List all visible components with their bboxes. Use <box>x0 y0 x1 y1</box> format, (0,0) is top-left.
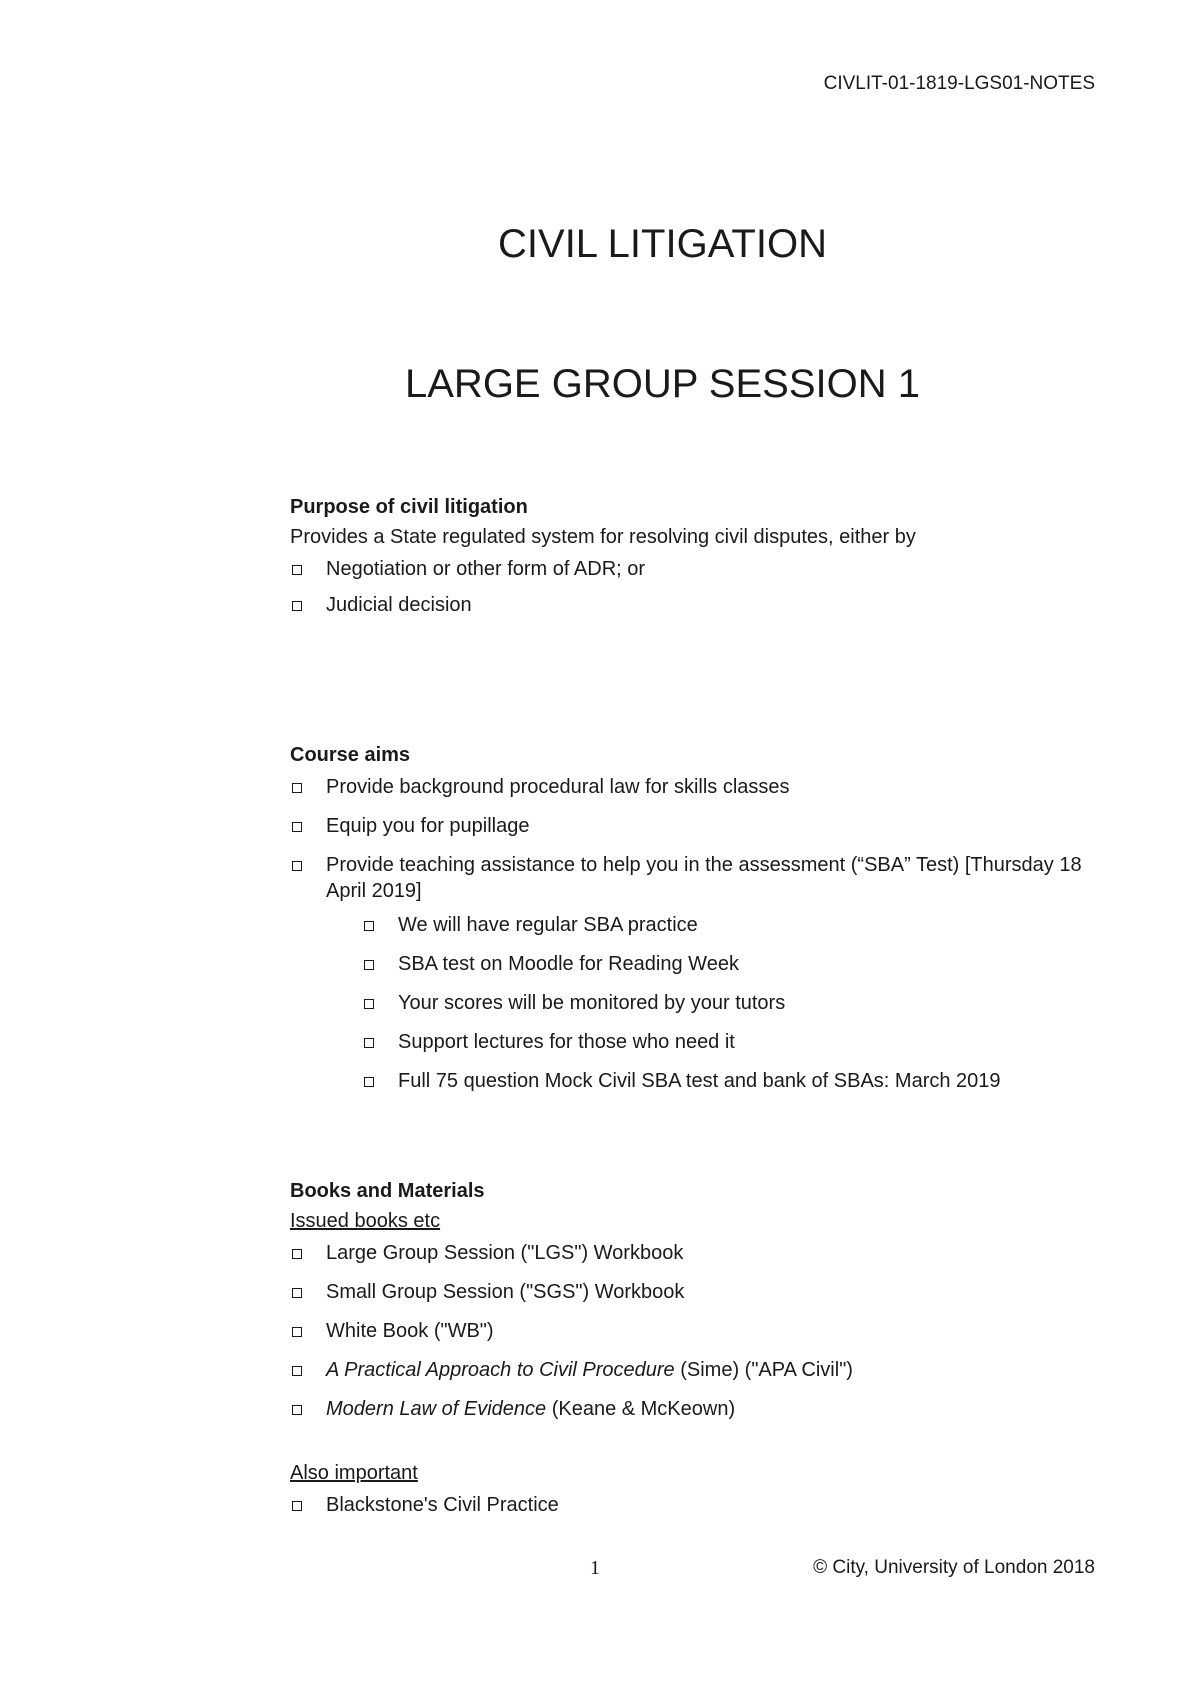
checkbox-bullet-icon <box>292 822 302 832</box>
list-item: Provide teaching assistance to help you in the assessment (“SBA” Test) [Thursday 18 April 2019] We will have regular SBA practice SBA test on Moodle for Reading Week Your scores will be monitored by your tutors Support lectures for those who need it Full 75 question Mock Civil SBA test and bank of SBAs: March 2019 <box>290 852 1090 1094</box>
books-heading: Books and Materials <box>290 1180 485 1202</box>
checkbox-bullet-icon <box>292 1327 302 1337</box>
aims-heading: Course aims <box>290 744 411 766</box>
books-section <box>290 1178 1090 1518</box>
list-item: Negotiation or other form of ADR; or <box>290 556 1090 582</box>
purpose-heading: Purpose of civil litigation <box>290 496 528 518</box>
checkbox-bullet-icon <box>364 921 374 931</box>
list-item: A Practical Approach to Civil Procedure (Sime) ("APA Civil") <box>290 1357 1090 1383</box>
list-item: Support lectures for those who need it <box>362 1029 1090 1055</box>
list-item: Your scores will be monitored by your tutors <box>362 990 1090 1016</box>
list-item: SBA test on Moodle for Reading Week <box>362 951 1090 977</box>
checkbox-bullet-icon <box>364 1077 374 1087</box>
checkbox-bullet-icon <box>292 1288 302 1298</box>
aims-section <box>290 742 1090 1094</box>
list-item: We will have regular SBA practice <box>362 912 1090 938</box>
checkbox-bullet-icon <box>292 1249 302 1259</box>
checkbox-bullet-icon <box>292 783 302 793</box>
list-item: Judicial decision <box>290 592 1090 618</box>
checkbox-bullet-icon <box>292 1501 302 1511</box>
checkbox-bullet-icon <box>292 1405 302 1415</box>
list-item: Equip you for pupillage <box>290 813 1090 839</box>
list-item: Large Group Session ("LGS") Workbook <box>290 1240 1090 1266</box>
checkbox-bullet-icon <box>292 601 302 611</box>
issued-books-list <box>290 1240 1090 1422</box>
also-important-list <box>290 1492 1090 1518</box>
checkbox-bullet-icon <box>364 1038 374 1048</box>
issued-books-label: Issued books etc <box>290 1210 441 1232</box>
list-item: White Book ("WB") <box>290 1318 1090 1344</box>
copyright-notice: © City, University of London 2018 <box>813 1557 1095 1578</box>
checkbox-bullet-icon <box>364 999 374 1009</box>
purpose-intro: Provides a State regulated system for resolving civil disputes, either by <box>290 526 916 548</box>
session-title: LARGE GROUP SESSION 1 <box>405 362 920 406</box>
aims-list <box>290 774 1090 1094</box>
checkbox-bullet-icon <box>292 861 302 871</box>
list-item: Provide background procedural law for skills classes <box>290 774 1090 800</box>
purpose-list <box>290 556 1090 618</box>
checkbox-bullet-icon <box>364 960 374 970</box>
checkbox-bullet-icon <box>292 1366 302 1376</box>
list-item: Blackstone's Civil Practice <box>290 1492 1090 1518</box>
list-item: Full 75 question Mock Civil SBA test and bank of SBAs: March 2019 <box>362 1068 1090 1094</box>
aims-sub-list <box>326 912 1090 1094</box>
page-number: 1 <box>590 1557 600 1579</box>
document-title: CIVIL LITIGATION <box>498 222 827 266</box>
list-item: Small Group Session ("SGS") Workbook <box>290 1279 1090 1305</box>
list-item: Modern Law of Evidence (Keane & McKeown) <box>290 1396 1090 1422</box>
checkbox-bullet-icon <box>292 565 302 575</box>
purpose-section <box>290 494 1090 618</box>
also-important-label: Also important <box>290 1462 418 1484</box>
document-code: CIVLIT-01-1819-LGS01-NOTES <box>823 73 1095 94</box>
